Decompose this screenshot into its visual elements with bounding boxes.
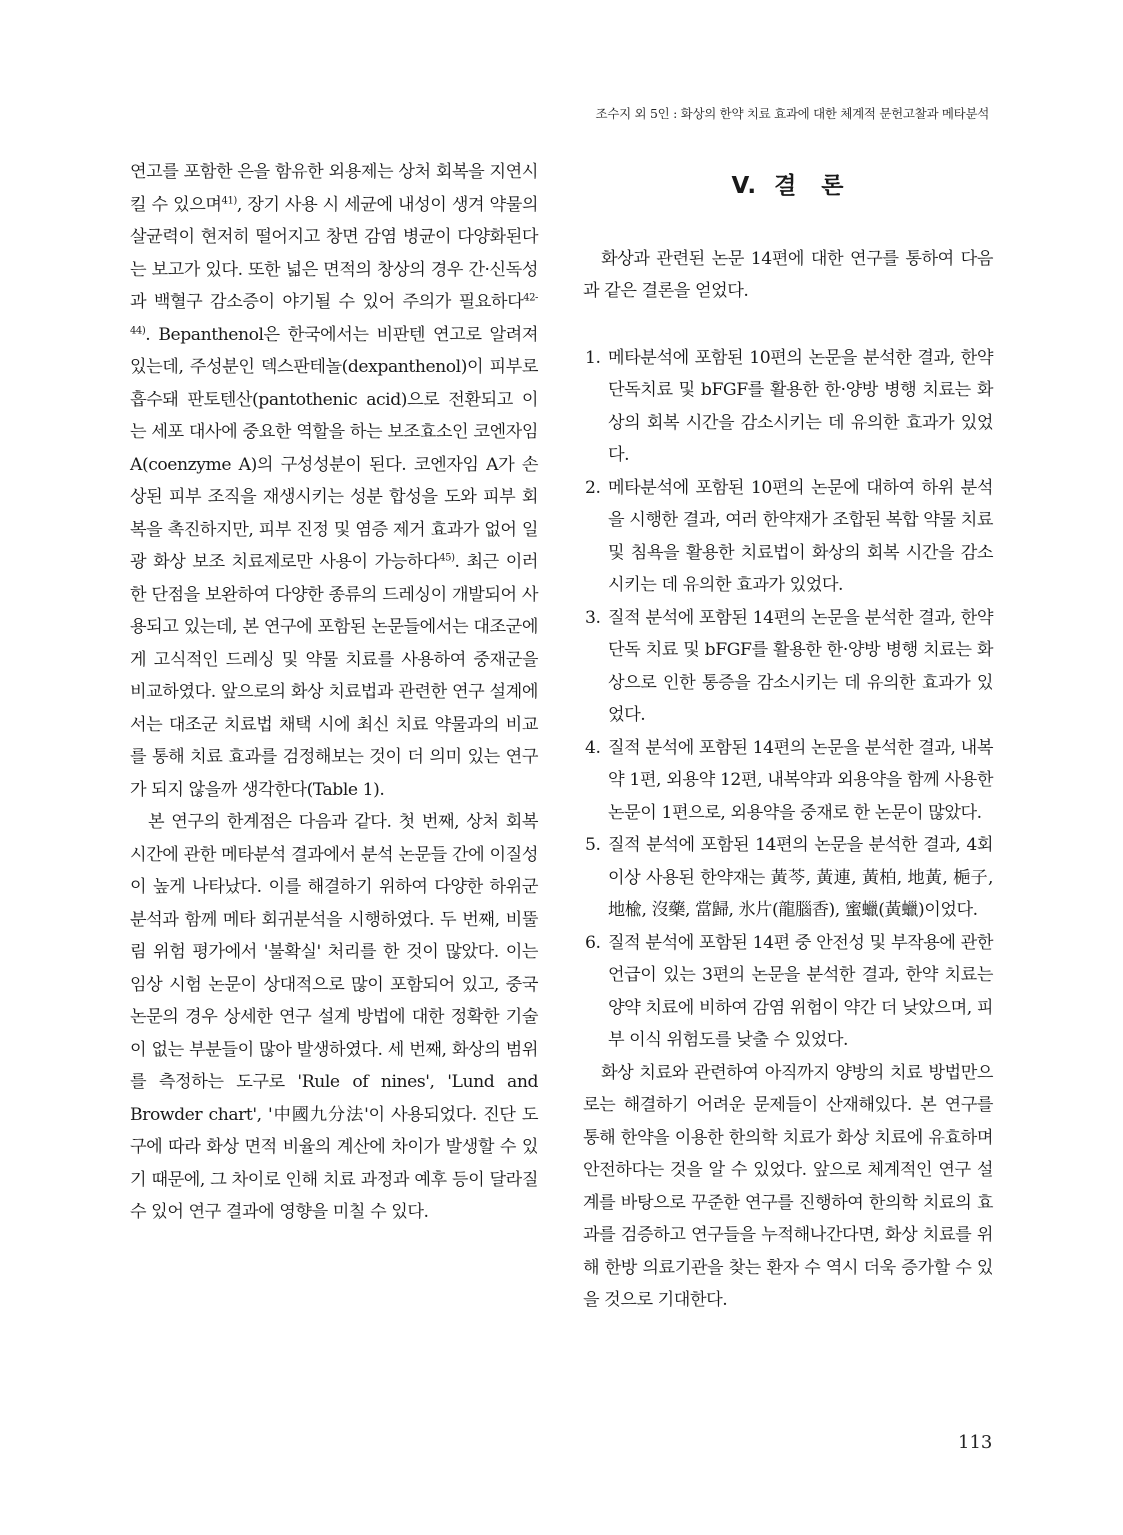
paragraph-text: , 장기 사용 시 세균에 내성이 생겨 약물의 살균력이 현저히 떨어지고 창면 감염 병균이 다양화된다는 보고가 있다. 또한 넓은 면적의 창상의 경우 간·신독성과 백혈구 감소증이 야기될 수 있어 주의가 필요하다 [130, 194, 538, 312]
list-item-text: 질적 분석에 포함된 14편의 논문을 분석한 결과, 4회 이상 사용된 한약재는 黃芩, 黃連, 黃柏, 地黃, 梔子, 地楡, 沒藥, 當歸, 氷片(龍腦香), 蜜蠟(黃蠟)이었다. [608, 835, 993, 920]
list-item-text: 메타분석에 포함된 10편의 논문에 대하여 하위 분석을 시행한 결과, 여러 한약재가 조합된 복합 약물 치료 및 침욕을 활용한 치료법이 화상의 회복 시간을 감소시키는 데 유의한 효과가 있었다. [608, 477, 993, 595]
list-item-number: 2. [585, 477, 601, 498]
list-item [583, 927, 993, 1057]
list-item [583, 732, 993, 830]
paragraph-text: . Bepanthenol은 한국에서는 비판텐 연고로 알려져 있는데, 주성분인 덱스판테놀(dexpanthenol)이 피부로 흡수돼 판토텐산(pantothenic acid)으로 전환되고 이는 세포 대사에 중요한 역할을 하는 보조효소인 코엔자임 A(coenzyme A)의 구성성분이 된다. 코엔자임 A가 손상된 피부 조직을 재생시키는 성분 합성을 도와 피부 회복을 촉진하지만, 피부 진정 및 염증 제거 효과가 없어 일광 화상 보조 치료제로만 사용이 가능하다 [130, 324, 538, 572]
conclusion-intro: 화상과 관련된 논문 14편에 대한 연구를 통하여 다음과 같은 결론을 얻었다. [583, 248, 993, 301]
running-header: 조수지 외 5인 : 화상의 한약 치료 효과에 대한 체계적 문헌고찰과 메타분석 [595, 106, 989, 121]
list-item [583, 829, 993, 927]
page-number: 113 [958, 1432, 993, 1453]
citation-ref: 42-44) [130, 292, 538, 336]
paragraph-text: 연고를 포함한 은을 함유한 외용제는 상처 회복을 지연시킬 수 있으며 [130, 162, 538, 215]
citation-ref: 45) [439, 552, 455, 564]
list-item-number: 6. [585, 932, 601, 953]
list-item-text: 질적 분석에 포함된 14편 중 안전성 및 부작용에 관한 언급이 있는 3편의 논문을 분석한 결과, 한약 치료는 양약 치료에 비하여 감염 위험이 약간 더 낮았으며, 피부 이식 위험도를 낮출 수 있었다. [608, 932, 993, 1050]
citation-ref: 41) [221, 194, 237, 206]
list-item [583, 342, 993, 472]
list-item [583, 472, 993, 602]
list-item-number: 3. [585, 607, 601, 628]
conclusion-list [583, 342, 993, 1057]
list-item-text: 질적 분석에 포함된 14편의 논문을 분석한 결과, 내복약 1편, 외용약 12편, 내복약과 외용약을 함께 사용한 논문이 1편으로, 외용약을 중재로 한 논문이 많았다. [608, 737, 993, 823]
list-item-text: 질적 분석에 포함된 14편의 논문을 분석한 결과, 한약 단독 치료 및 bFGF를 활용한 한·양방 병행 치료는 화상으로 인한 통증을 감소시키는 데 유의한 효과가 있었다. [608, 607, 993, 725]
list-item-number: 4. [585, 737, 601, 758]
discussion-paragraph [130, 156, 538, 806]
list-item [583, 602, 993, 732]
list-item-number: 5. [585, 835, 601, 855]
list-item-text: 메타분석에 포함된 10편의 논문을 분석한 결과, 한약 단독치료 및 bFGF를 활용한 한·양방 병행 치료는 화상의 회복 시간을 감소시키는 데 유의한 효과가 있었다. [608, 347, 993, 465]
right-column [583, 156, 993, 1317]
closing-paragraph: 화상 치료와 관련하여 아직까지 양방의 치료 방법만으로는 해결하기 어려운 문제들이 산재해있다. 본 연구를 통해 한약을 이용한 한의학 치료가 화상 치료에 유효하며 안전하다는 것을 알 수 있었다. 앞으로 체계적인 연구 설계를 바탕으로 꾸준한 연구를 진행하여 한의학 치료의 효과를 검증하고 연구들을 누적해나간다면, 화상 치료를 위해 한방 의료기관을 찾는 환자 수 역시 더욱 증가할 수 있을 것으로 기대한다. [583, 1062, 993, 1310]
left-column [130, 156, 538, 1229]
paragraph-text: . 최근 이러한 단점을 보완하여 다양한 종류의 드레싱이 개발되어 사용되고 있는데, 본 연구에 포함된 논문들에서는 대조군에게 고식적인 드레싱 및 약물 치료를 사용하여 중재군을 비교하였다. 앞으로의 화상 치료법과 관련한 연구 설계에서는 대조군 치료법 채택 시에 최신 치료 약물과의 비교를 통해 치료 효과를 검정해보는 것이 더 의미 있는 연구가 되지 않을까 생각한다(Table 1). [130, 552, 539, 800]
list-item-number: 1. [585, 347, 601, 368]
section-title: V. 결 론 [731, 173, 845, 199]
limitations-paragraph: 본 연구의 한계점은 다음과 같다. 첫 번째, 상처 회복 시간에 관한 메타분석 결과에서 분석 논문들 간에 이질성이 높게 나타났다. 이를 해결하기 위하여 다양한 하위군 분석과 함께 메타 회귀분석을 시행하였다. 두 번째, 비뚤림 위험 평가에서 '불확실' 처리를 한 것이 많았다. 이는 임상 시험 논문이 상대적으로 많이 포함되어 있고, 중국 논문의 경우 상세한 연구 설계 방법에 대한 정확한 기술이 없는 부분들이 많아 발생하였다. 세 번째, 화상의 범위를 측정하는 도구로 'Rule of nines', 'Lund and Browder chart', '中國九分法'이 사용되었다. 진단 도구에 따라 화상 면적 비율의 계산에 차이가 발생할 수 있기 때문에, 그 차이로 인해 치료 과정과 예후 등이 달라질 수 있어 연구 결과에 영향을 미칠 수 있다. [130, 812, 538, 1222]
